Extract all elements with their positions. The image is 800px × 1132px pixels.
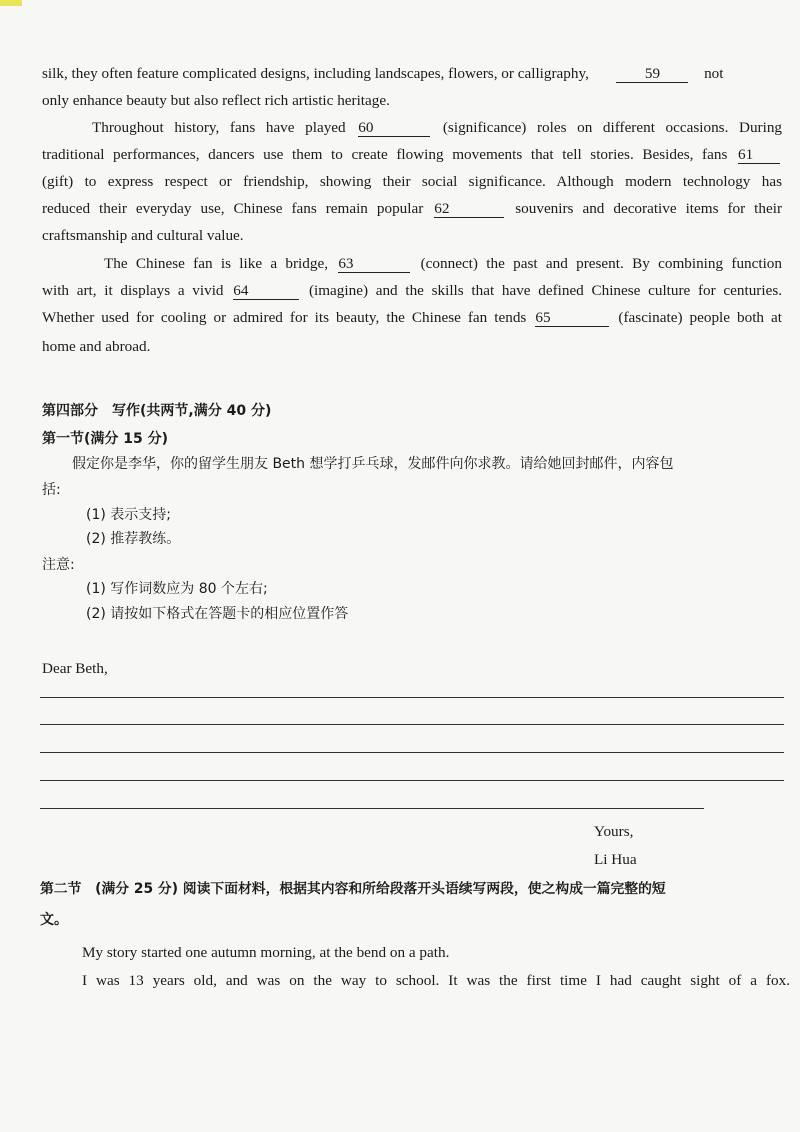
prompt-line: 括:: [42, 482, 61, 498]
blank-65[interactable]: 65: [535, 310, 609, 327]
passage-line: with art, it displays a vivid 64 (imagine) and the skills that have defined Chinese culture for centuries.: [42, 282, 783, 299]
requirement-item: (2) 推荐教练。: [86, 531, 181, 547]
blank-64[interactable]: 64: [233, 283, 299, 300]
part-title: 第四部分 写作(共两节,满分 40 分): [42, 403, 272, 419]
passage-line: Whether used for cooling or admired for its beauty, the Chinese fan tends 65 (fascinate) people both at: [42, 309, 783, 326]
note-item: (2) 请按如下格式在答题卡的相应位置作答: [86, 606, 349, 622]
section2-title: 第二节 (满分 25 分) 阅读下面材料，根据其内容和所给段落开头语续写两段，使之构成一篇完整的短: [40, 881, 666, 897]
scan-corner-mark: [0, 0, 22, 6]
answer-line[interactable]: [40, 808, 704, 809]
passage-line: reduced their everyday use, Chinese fans remain popular 62 souvenirs and decorative items for their: [42, 200, 782, 217]
requirement-item: (1) 表示支持;: [86, 507, 171, 523]
prompt-line: 假定你是李华，你的留学生朋友 Beth 想学打乒乓球，发邮件向你求教。请给她回封邮件，内容包: [72, 456, 674, 472]
blank-60[interactable]: 60: [358, 120, 430, 137]
passage-line: Throughout history, fans have played 60 (significance) roles on different occasions. During: [92, 119, 783, 136]
blank-61[interactable]: 61: [738, 147, 780, 164]
blank-62[interactable]: 62: [434, 201, 504, 218]
note-item: (1) 写作词数应为 80 个左右;: [86, 581, 268, 597]
passage-line: (gift) to express respect or friendship, showing their social significance. Although modern technology has: [42, 173, 782, 190]
answer-line[interactable]: [40, 780, 784, 781]
passage-line: craftsmanship and cultural value.: [42, 227, 244, 244]
passage-line: only enhance beauty but also reflect rich artistic heritage.: [42, 92, 390, 109]
blank-63[interactable]: 63: [338, 256, 410, 273]
letter-greeting: Dear Beth,: [42, 660, 108, 677]
passage-line: The Chinese fan is like a bridge, 63 (connect) the past and present. By combining function: [104, 255, 782, 272]
answer-line[interactable]: [40, 724, 784, 725]
note-label: 注意:: [42, 557, 75, 573]
letter-signature: Li Hua: [594, 851, 637, 868]
answer-line[interactable]: [40, 752, 784, 753]
section1-title: 第一节(满分 15 分): [42, 431, 169, 447]
story-line: I was 13 years old, and was on the way to school. It was the first time I had caught sight of a fox.: [82, 972, 790, 989]
answer-line[interactable]: [40, 697, 784, 698]
passage-line: silk, they often feature complicated designs, including landscapes, flowers, or calligraphy, 59 not: [42, 65, 724, 82]
passage-line: home and abroad.: [42, 338, 151, 355]
blank-59[interactable]: 59: [616, 66, 688, 83]
section2-title: 文。: [40, 912, 68, 928]
story-line: My story started one autumn morning, at the bend on a path.: [82, 944, 450, 961]
letter-closing: Yours,: [594, 823, 634, 840]
passage-line: traditional performances, dancers use them to create flowing movements that tell stories. Besides, fans 61: [42, 145, 782, 165]
